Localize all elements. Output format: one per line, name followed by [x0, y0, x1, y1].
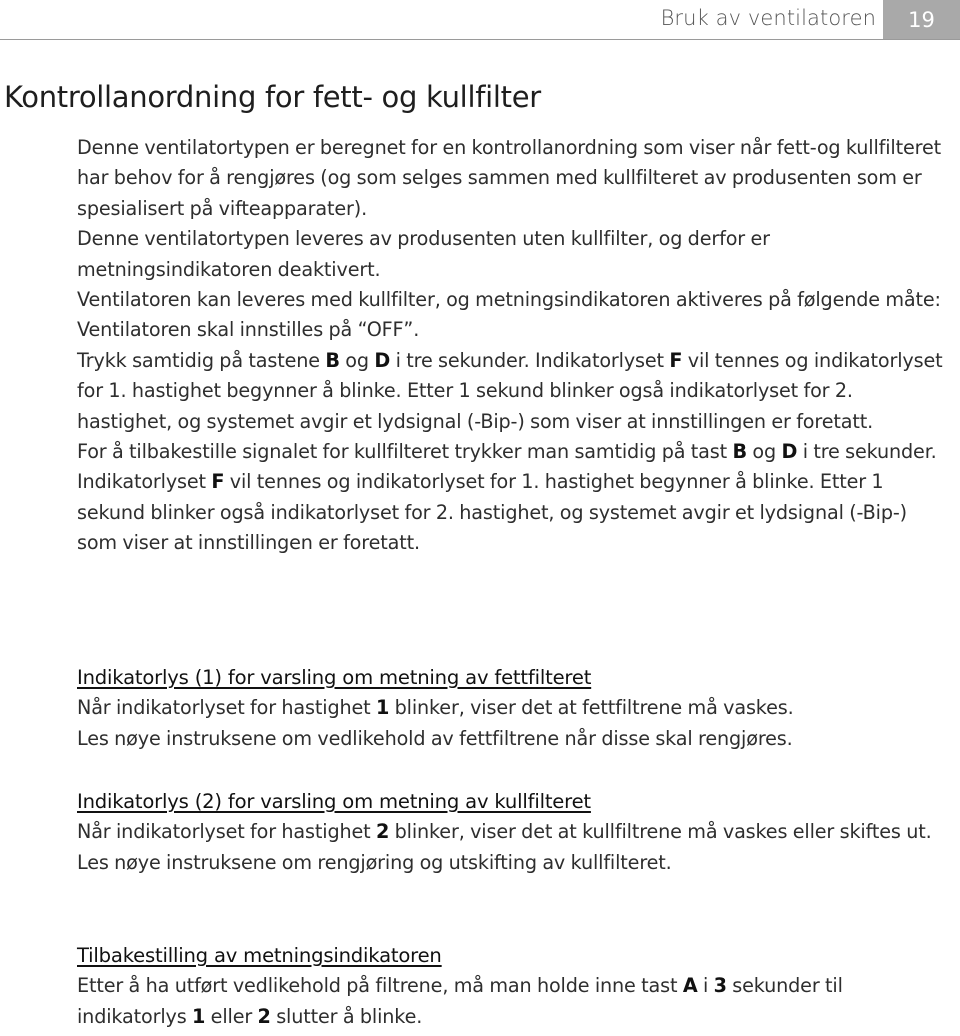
indicator-label-1: 1: [192, 1004, 206, 1028]
text-run: eller: [205, 1004, 258, 1028]
speed-label-2: 2: [375, 820, 390, 844]
section-carbon-filter: [77, 787, 947, 878]
seconds-label-3: 3: [713, 974, 727, 998]
text-run: og: [746, 440, 782, 464]
text-run: Når indikatorlyset for hastighet: [77, 820, 376, 844]
intro-paragraph-6: [77, 437, 947, 559]
section-reset-indicator: [77, 941, 947, 1032]
section-grease-filter: [77, 663, 947, 754]
key-label-b: B: [325, 348, 340, 372]
intro-paragraph-4: Ventilatoren skal innstilles på “OFF”.: [77, 318, 420, 342]
page-number-badge: 19: [883, 0, 960, 39]
section2-line-2: Les nøye instruksene om rengjøring og utskifting av kullfilteret.: [77, 850, 672, 874]
section1-line-2: Les nøye instruksene om vedlikehold av fettfiltrene når disse skal rengjøres.: [77, 726, 793, 750]
text-run: og: [339, 348, 375, 372]
text-run: vil tennes og indikatorlyset for 1. hastighet begynner å blinke. Etter 1 sekund blinker også indikatorlyset for 2. hastighet, og systemet avgir et lydsignal (-Bip-) som viser at innstillingen er foretatt.: [77, 348, 943, 433]
indicator-label-f: F: [211, 470, 225, 494]
indicator-label-f: F: [669, 348, 683, 372]
text-run: slutter å blinke.: [270, 1004, 423, 1028]
text-run: i: [697, 974, 714, 998]
section-heading-grease-filter: Indikatorlys (1) for varsling om metning av fettfilteret: [77, 666, 592, 689]
text-run: vil tennes og indikatorlyset for 1. hastighet begynner å blinke. Etter 1 sekund blinker også indikatorlyset for 2. hastighet, og systemet avgir et lydsignal (-Bip-) som viser at innstillingen er foretatt.: [77, 470, 907, 555]
section1-line-1: [77, 693, 947, 723]
text-run: blinker, viser det at kullfiltrene må vaskes eller skiftes ut.: [389, 820, 932, 844]
header-section-title: Bruk av ventilatoren: [660, 6, 876, 30]
section-heading-reset-indicator: Tilbakestilling av metningsindikatoren: [77, 944, 442, 967]
text-run: Når indikatorlyset for hastighet: [77, 696, 376, 720]
key-label-b: B: [732, 440, 747, 464]
section3-line-1: [77, 971, 947, 1032]
text-run: i tre sekunder. Indikatorlyset: [77, 440, 937, 494]
page-title: Kontrollanordning for fett- og kullfilter: [4, 80, 541, 114]
intro-paragraph-2: Denne ventilatortypen leveres av produsenten uten kullfilter, og derfor er metningsindikatoren deaktivert.: [77, 227, 770, 281]
text-run: Etter å ha utført vedlikehold på filtrene, må man holde inne tast: [77, 974, 683, 998]
text-run: Trykk samtidig på tastene: [77, 348, 326, 372]
header-divider: [0, 39, 960, 40]
text-run: blinker, viser det at fettfiltrene må vaskes.: [389, 696, 794, 720]
intro-paragraph-3: Ventilatoren kan leveres med kullfilter, og metningsindikatoren aktiveres på følgende måte:: [77, 288, 941, 312]
intro-paragraph-1: Denne ventilatortypen er beregnet for en kontrollanordning som viser når fett-og kullfilteret har behov for å rengjøres (og som selges sammen med kullfilteret av produsenten som er spesialisert på vifteapparater).: [77, 136, 941, 220]
text-run: i tre sekunder. Indikatorlyset: [390, 348, 670, 372]
key-label-a: A: [682, 974, 698, 998]
intro-section: [77, 133, 947, 559]
indicator-label-2: 2: [257, 1004, 271, 1028]
section-heading-carbon-filter: Indikatorlys (2) for varsling om metning av kullfilteret: [77, 790, 591, 813]
section2-line-1: [77, 817, 947, 847]
text-run: sekunder til indikatorlys: [77, 974, 843, 1028]
text-run: For å tilbakestille signalet for kullfilteret trykker man samtidig på tast: [77, 440, 733, 464]
intro-paragraph-5: [77, 346, 947, 437]
speed-label-1: 1: [375, 696, 390, 720]
key-label-d: D: [374, 348, 391, 372]
key-label-d: D: [781, 440, 798, 464]
